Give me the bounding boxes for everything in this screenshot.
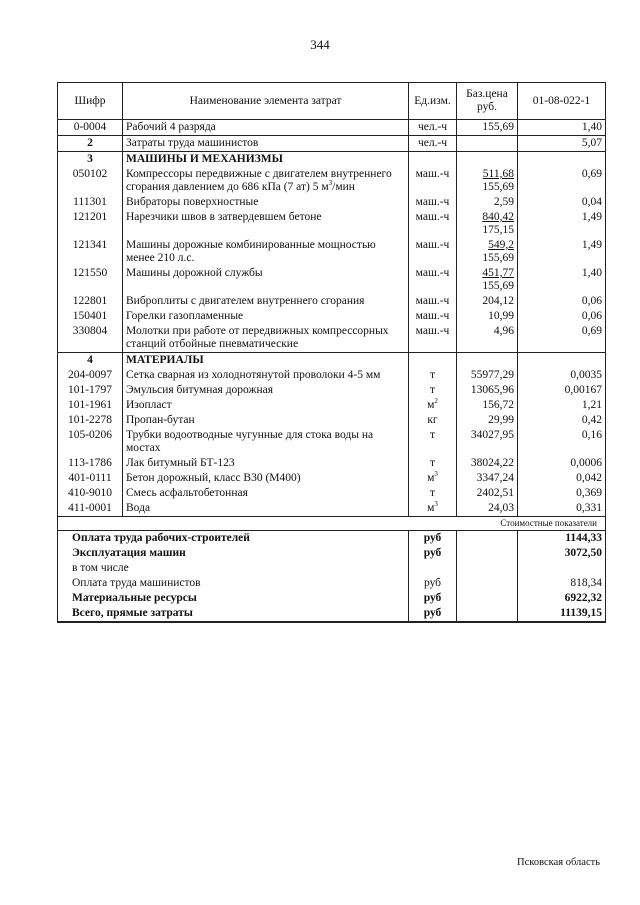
summary-unit: руб	[409, 531, 457, 547]
row-name: Смесь асфальтобетонная	[123, 486, 409, 501]
row-unit: маш.-ч	[409, 210, 457, 238]
row-unit	[409, 501, 457, 517]
row-price: 34027,95	[457, 428, 518, 456]
row-name: Вода	[123, 501, 409, 517]
row-price: 4,96	[457, 324, 518, 353]
row-name: Затраты труда машинистов	[123, 136, 409, 152]
section-row	[58, 152, 606, 168]
row-name: Бетон дорожный, класс В30 (М400)	[123, 471, 409, 486]
row-unit-superscript: 3	[434, 500, 438, 509]
footer-region: Псковская область	[517, 857, 600, 868]
cost-caption-row	[58, 517, 606, 531]
summary-name: в том числе	[58, 561, 409, 576]
summary-row	[58, 576, 606, 591]
table-row	[58, 383, 606, 398]
summary-value: 11139,15	[518, 606, 606, 622]
row-name: Трубки водоотводные чугунные для стока воды на мостах	[123, 428, 409, 456]
row-unit: кг	[409, 413, 457, 428]
row-price	[457, 266, 518, 294]
table-row	[58, 501, 606, 517]
row-name-text: Компрессоры передвижные с двигателем внутреннего сгорания давлением до 686 кПа (7 ат) 5 м	[126, 168, 392, 193]
resource-table	[57, 82, 606, 623]
section-row	[58, 353, 606, 369]
row-name: Виброплиты с двигателем внутреннего сгорания	[123, 294, 409, 309]
row-norm: 0,369	[518, 486, 606, 501]
summary-row	[58, 606, 606, 622]
row-unit-text: м	[427, 472, 435, 484]
row-code: 113-1786	[58, 456, 123, 471]
row-price-underlined: 840,42	[482, 211, 514, 223]
table-row	[58, 413, 606, 428]
row-price: 2,59	[457, 195, 518, 210]
row-price	[457, 136, 518, 152]
table-header-row	[58, 83, 606, 120]
row-price-underlined: 511,68	[482, 168, 514, 180]
row-norm: 0,69	[518, 167, 606, 195]
row-norm: 0,06	[518, 309, 606, 324]
row-code: 150401	[58, 309, 123, 324]
row-norm: 1,40	[518, 120, 606, 136]
row-name: Вибраторы поверхностные	[123, 195, 409, 210]
table-row	[58, 238, 606, 266]
header-price	[457, 83, 518, 120]
summary-row	[58, 546, 606, 561]
row-norm: 0,42	[518, 413, 606, 428]
row-code: 101-2278	[58, 413, 123, 428]
summary-name: Оплата труда машинистов	[58, 576, 409, 591]
row-name: Сетка сварная из холоднотянутой проволоки 4-5 мм	[123, 368, 409, 383]
row-code: 111301	[58, 195, 123, 210]
summary-name: Всего, прямые затраты	[58, 606, 409, 622]
row-price: 13065,96	[457, 383, 518, 398]
table-row	[58, 486, 606, 501]
row-unit: маш.-ч	[409, 309, 457, 324]
row-unit-text: м	[427, 502, 435, 514]
row-name: Эмульсия битумная дорожная	[123, 383, 409, 398]
table-row	[58, 120, 606, 136]
row-norm: 0,06	[518, 294, 606, 309]
row-unit: т	[409, 368, 457, 383]
row-unit	[409, 471, 457, 486]
row-unit: т	[409, 428, 457, 456]
summary-unit: руб	[409, 606, 457, 622]
row-code: 330804	[58, 324, 123, 353]
row-unit: маш.-ч	[409, 238, 457, 266]
row-unit: маш.-ч	[409, 195, 457, 210]
row-price: 29,99	[457, 413, 518, 428]
row-unit: маш.-ч	[409, 167, 457, 195]
row-price	[457, 238, 518, 266]
row-code: 105-0206	[58, 428, 123, 456]
row-unit: т	[409, 486, 457, 501]
row-price: 2402,51	[457, 486, 518, 501]
row-norm: 1,49	[518, 238, 606, 266]
row-norm: 0,04	[518, 195, 606, 210]
row-norm: 0,042	[518, 471, 606, 486]
summary-row	[58, 591, 606, 606]
row-norm: 1,21	[518, 398, 606, 413]
section-code: 3	[58, 152, 123, 168]
row-name: Молотки при работе от передвижных компрессорных станций отбойные пневматические	[123, 324, 409, 353]
row-name: Машины дорожной службы	[123, 266, 409, 294]
row-code: 401-0111	[58, 471, 123, 486]
section-title: МАШИНЫ И МЕХАНИЗМЫ	[123, 152, 409, 168]
row-norm: 0,331	[518, 501, 606, 517]
row-unit: чел.-ч	[409, 136, 457, 152]
summary-value: 6922,32	[518, 591, 606, 606]
row-name: Машины дорожные комбинированные мощностью менее 210 л.с.	[123, 238, 409, 266]
summary-value: 818,34	[518, 576, 606, 591]
table-row	[58, 136, 606, 152]
summary-value: 1144,33	[518, 531, 606, 547]
row-name-superscript: 3	[328, 179, 333, 188]
summary-unit: руб	[409, 576, 457, 591]
section-title: МАТЕРИАЛЫ	[123, 353, 409, 369]
table-row	[58, 266, 606, 294]
summary-name: Эксплуатация машин	[58, 546, 409, 561]
row-norm: 0,0006	[518, 456, 606, 471]
table-row	[58, 324, 606, 353]
row-norm: 0,00167	[518, 383, 606, 398]
row-price: 155,69	[457, 120, 518, 136]
row-norm: 5,07	[518, 136, 606, 152]
page-number: 344	[310, 37, 330, 52]
row-price-labor: 155,69	[482, 252, 514, 264]
row-code: 121550	[58, 266, 123, 294]
row-code: 204-0097	[58, 368, 123, 383]
row-code: 050102	[58, 167, 123, 195]
row-price-underlined: 451,77	[482, 267, 514, 279]
row-norm: 0,69	[518, 324, 606, 353]
header-price-line2: руб.	[477, 101, 497, 113]
table-row	[58, 398, 606, 413]
summary-name: Материальные ресурсы	[58, 591, 409, 606]
table-row	[58, 368, 606, 383]
header-norm: 01-08-022-1	[518, 83, 606, 120]
header-code: Шифр	[58, 83, 123, 120]
row-price: 3347,24	[457, 471, 518, 486]
table-row	[58, 294, 606, 309]
summary-unit: руб	[409, 591, 457, 606]
table-row	[58, 210, 606, 238]
row-name: Пропан-бутан	[123, 413, 409, 428]
row-name: Нарезчики швов в затвердевшем бетоне	[123, 210, 409, 238]
row-name-suffix: /мин	[332, 181, 355, 193]
row-name	[123, 167, 409, 195]
summary-name: Оплата труда рабочих-строителей	[58, 531, 409, 547]
section-code: 4	[58, 353, 123, 369]
summary-unit: руб	[409, 546, 457, 561]
row-unit-text: м	[427, 399, 435, 411]
summary-row	[58, 531, 606, 547]
row-price: 55977,29	[457, 368, 518, 383]
table-row	[58, 456, 606, 471]
row-unit	[409, 398, 457, 413]
row-name: Горелки газопламенные	[123, 309, 409, 324]
row-code: 122801	[58, 294, 123, 309]
table-row	[58, 167, 606, 195]
table-row	[58, 309, 606, 324]
row-code: 121201	[58, 210, 123, 238]
row-name: Рабочий 4 разряда	[123, 120, 409, 136]
row-price: 156,72	[457, 398, 518, 413]
row-price: 10,99	[457, 309, 518, 324]
row-norm: 1,49	[518, 210, 606, 238]
row-price-labor: 155,69	[482, 181, 514, 193]
cost-caption: Стоимостные показатели	[58, 517, 606, 531]
row-price-labor: 155,69	[482, 280, 514, 292]
row-unit: маш.-ч	[409, 294, 457, 309]
row-name: Изопласт	[123, 398, 409, 413]
row-norm: 0,16	[518, 428, 606, 456]
summary-value: 3072,50	[518, 546, 606, 561]
table-row	[58, 471, 606, 486]
row-code: 0-0004	[58, 120, 123, 136]
summary-row	[58, 561, 606, 576]
row-unit: т	[409, 383, 457, 398]
row-norm: 1,40	[518, 266, 606, 294]
table-row	[58, 195, 606, 210]
row-norm: 0,0035	[518, 368, 606, 383]
row-name: Лак битумный БТ-123	[123, 456, 409, 471]
row-price: 24,03	[457, 501, 518, 517]
row-code: 101-1961	[58, 398, 123, 413]
header-name: Наименование элемента затрат	[123, 83, 409, 120]
row-unit: маш.-ч	[409, 266, 457, 294]
table-row	[58, 428, 606, 456]
row-price: 38024,22	[457, 456, 518, 471]
row-code: 121341	[58, 238, 123, 266]
row-unit: т	[409, 456, 457, 471]
row-unit-superscript: 2	[434, 397, 438, 406]
row-price: 204,12	[457, 294, 518, 309]
row-price-underlined: 549,2	[488, 239, 514, 251]
row-price	[457, 210, 518, 238]
row-code: 411-0001	[58, 501, 123, 517]
header-price-line1: Баз.цена	[466, 88, 508, 100]
row-unit: маш.-ч	[409, 324, 457, 353]
header-unit: Ед.изм.	[409, 83, 457, 120]
row-unit-superscript: 3	[434, 470, 438, 479]
row-code: 410-9010	[58, 486, 123, 501]
row-unit: чел.-ч	[409, 120, 457, 136]
row-code: 101-1797	[58, 383, 123, 398]
row-code: 2	[58, 136, 123, 152]
row-price	[457, 167, 518, 195]
row-price-labor: 175,15	[482, 224, 514, 236]
